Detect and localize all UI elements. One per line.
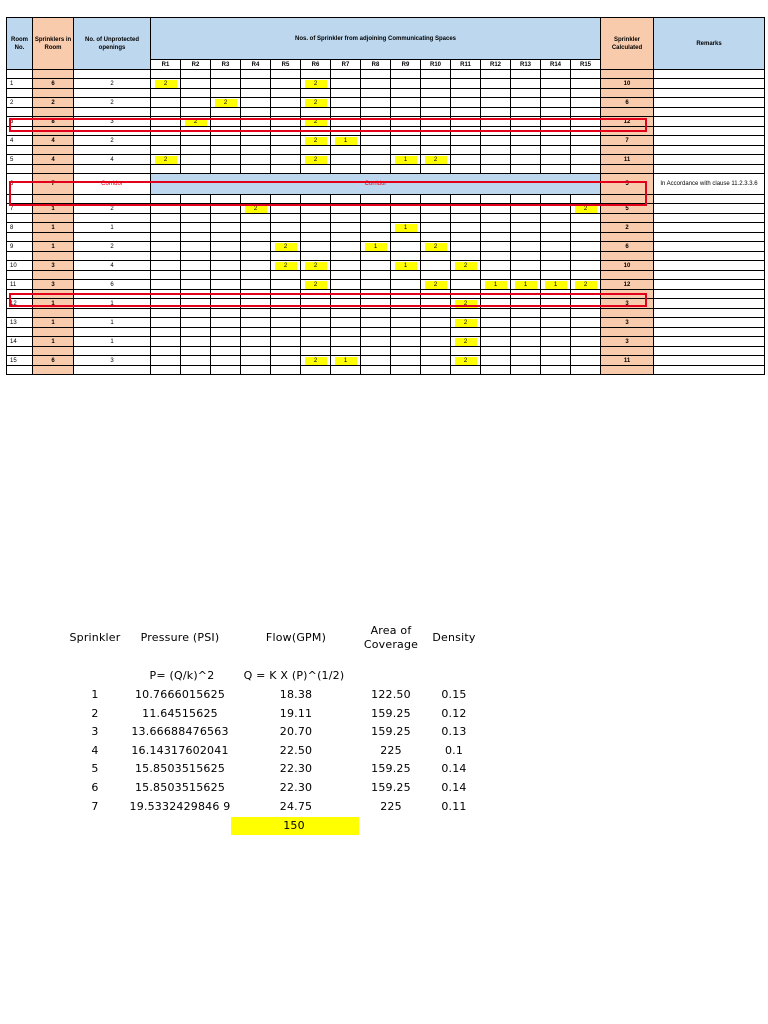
calc-sprinkler-value: 7 <box>91 800 99 813</box>
unprotected-openings-cell: 3 <box>74 117 151 127</box>
sprinkler-calculated-cell: 3 <box>601 337 654 347</box>
unprotected-openings-cell: 1 <box>74 299 151 309</box>
unprotected-openings-cell: 2 <box>74 98 151 108</box>
header-r-col: R12 <box>481 60 511 70</box>
room-no-cell: 4 <box>7 136 33 146</box>
sprinklers-in-room-cell: 1 <box>33 242 74 252</box>
calc-sprinkler-value: 3 <box>91 725 99 738</box>
calc-density-value: 0.14 <box>441 781 467 794</box>
unprotected-openings-cell: 6 <box>74 280 151 290</box>
sprinklers-in-room-cell: 2 <box>33 98 74 108</box>
adjoining-value: 2 <box>305 80 327 88</box>
calc-pressure-value: 16.14317602041 <box>131 744 229 757</box>
calc-header-sprinkler: Sprinkler <box>69 631 121 644</box>
sprinkler-calculated-cell: 6 <box>601 242 654 252</box>
sprinklers-in-room-cell: 3 <box>33 261 74 271</box>
calc-density-value: 0.11 <box>441 800 467 813</box>
adjoining-value: 2 <box>305 99 327 107</box>
adjoining-value: 2 <box>305 262 327 270</box>
adjoining-value: 2 <box>575 205 597 213</box>
calc-flow-value: 22.30 <box>279 762 313 775</box>
adjoining-value: 2 <box>275 262 297 270</box>
room-no-cell: 2 <box>7 98 33 108</box>
header-r-col: R9 <box>391 60 421 70</box>
adjoining-value: 2 <box>305 118 327 126</box>
calc-density-value: 0.15 <box>441 688 467 701</box>
calc-area-value: 225 <box>380 744 402 757</box>
adjoining-value: 2 <box>425 281 447 289</box>
calc-flow-value: 22.50 <box>279 744 313 757</box>
adjoining-value: 1 <box>395 156 417 164</box>
calc-pressure-value: 10.7666015625 <box>134 688 226 701</box>
sprinklers-in-room-cell: 6 <box>33 79 74 89</box>
calc-density-value: 0.1 <box>444 744 464 757</box>
header-unprotected-openings: No. of Unprotected openings <box>74 18 151 70</box>
adjoining-value: 2 <box>185 118 207 126</box>
header-r-col: R14 <box>541 60 571 70</box>
calc-header-pressure: Pressure (PSI) <box>140 631 220 644</box>
sprinkler-calculated-cell: 11 <box>601 155 654 165</box>
sprinklers-in-room-cell: 6 <box>33 356 74 366</box>
header-r-col: R4 <box>241 60 271 70</box>
sprinklers-in-room-cell: 4 <box>33 155 74 165</box>
adjoining-value: 1 <box>515 281 537 289</box>
calc-flow-value: 18.38 <box>279 688 313 701</box>
room-no-cell: 5 <box>7 155 33 165</box>
calc-header-flow: Flow(GPM) <box>265 631 327 644</box>
adjoining-value: 2 <box>305 357 327 365</box>
unprotected-openings-cell: 1 <box>74 337 151 347</box>
room-no-cell: 11 <box>7 280 33 290</box>
header-r-col: R7 <box>331 60 361 70</box>
calc-pressure-value: 11.64515625 <box>142 707 218 720</box>
calc-flow-value: 22.30 <box>279 781 313 794</box>
calc-density-value: 0.13 <box>441 725 467 738</box>
sprinkler-calculated-cell: 12 <box>601 117 654 127</box>
room-no-cell: 14 <box>7 337 33 347</box>
adjoining-value: 2 <box>455 300 477 308</box>
header-r-col: R1 <box>151 60 181 70</box>
calc-sprinkler-value: 6 <box>91 781 99 794</box>
sprinklers-in-room-cell: 7 <box>33 174 74 195</box>
room-no-cell: 3 <box>7 117 33 127</box>
adjoining-value: 2 <box>155 156 177 164</box>
total-flow-value: 150 <box>283 819 305 832</box>
calc-area-value: 159.25 <box>371 725 411 738</box>
calc-header-area-line2: Coverage <box>363 638 419 651</box>
header-adjoining: Nos. of Sprinkler from adjoining Communicating Spaces <box>151 18 601 60</box>
adjoining-value: 1 <box>335 137 357 145</box>
unprotected-openings-cell: Corridor <box>74 174 151 195</box>
sprinkler-calculated-cell: 7 <box>601 136 654 146</box>
calc-area-value: 159.25 <box>371 762 411 775</box>
adjoining-value: 2 <box>305 281 327 289</box>
header-r-col: R5 <box>271 60 301 70</box>
adjoining-value: 1 <box>485 281 507 289</box>
sprinkler-calculated-cell: 6 <box>601 98 654 108</box>
room-no-cell: 6 <box>7 174 33 195</box>
sprinklers-in-room-cell: 1 <box>33 299 74 309</box>
sprinklers-in-room-cell: 4 <box>33 136 74 146</box>
adjoining-value: 2 <box>455 262 477 270</box>
unprotected-openings-cell: 2 <box>74 136 151 146</box>
sprinkler-calculated-cell: 10 <box>601 261 654 271</box>
calc-flow-value: 24.75 <box>279 800 313 813</box>
adjoining-value: 2 <box>455 357 477 365</box>
sprinklers-in-room-cell: 1 <box>33 204 74 214</box>
sprinkler-calculated-cell: 2 <box>601 223 654 233</box>
unprotected-openings-cell: 1 <box>74 223 151 233</box>
sprinklers-in-room-cell: 8 <box>33 117 74 127</box>
room-no-cell: 10 <box>7 261 33 271</box>
sprinklers-in-room-cell: 3 <box>33 280 74 290</box>
sprinkler-calculated-cell: 11 <box>601 356 654 366</box>
calc-sprinkler-value: 2 <box>91 707 99 720</box>
adjoining-value: 1 <box>365 243 387 251</box>
room-no-cell: 15 <box>7 356 33 366</box>
room-no-cell: 8 <box>7 223 33 233</box>
calc-pressure-value: 15.8503515625 <box>134 781 226 794</box>
adjoining-value: 1 <box>395 262 417 270</box>
unprotected-openings-cell: 2 <box>74 79 151 89</box>
header-sprinklers-in-room: Sprinklers in Room <box>33 18 74 70</box>
sprinkler-calculated-cell: 5 <box>601 204 654 214</box>
room-no-cell: 7 <box>7 204 33 214</box>
adjoining-value: 1 <box>545 281 567 289</box>
adjoining-value: 2 <box>455 319 477 327</box>
room-no-cell: 1 <box>7 79 33 89</box>
adjoining-value: 2 <box>575 281 597 289</box>
adjoining-value: 2 <box>425 156 447 164</box>
unprotected-openings-cell: 4 <box>74 261 151 271</box>
calc-pressure-value: 19.5332429846 9 <box>129 800 231 813</box>
header-r-col: R15 <box>571 60 601 70</box>
calc-header-area-line1: Area of <box>370 624 412 637</box>
unprotected-openings-cell: 1 <box>74 318 151 328</box>
header-r-col: R13 <box>511 60 541 70</box>
calc-pressure-value: 15.8503515625 <box>134 762 226 775</box>
room-no-cell: 13 <box>7 318 33 328</box>
header-r-col: R3 <box>211 60 241 70</box>
header-r-col: R6 <box>301 60 331 70</box>
header-sprinkler-calculated: Sprinkler Calculated <box>601 18 654 70</box>
header-room-no: Room No. <box>7 18 33 70</box>
sprinkler-calculated-cell: 5 <box>601 174 654 195</box>
unprotected-openings-cell: 3 <box>74 356 151 366</box>
unprotected-openings-cell: 2 <box>74 242 151 252</box>
sprinklers-in-room-cell: 1 <box>33 318 74 328</box>
corridor-span-cell: Corridor <box>151 174 601 195</box>
room-no-cell: 12 <box>7 299 33 309</box>
sprinkler-calculated-cell: 3 <box>601 299 654 309</box>
calc-area-value: 122.50 <box>371 688 411 701</box>
header-r-col: R10 <box>421 60 451 70</box>
calc-flow-value: 19.11 <box>279 707 313 720</box>
sprinkler-calculated-cell: 3 <box>601 318 654 328</box>
adjoining-value: 2 <box>305 156 327 164</box>
sprinklers-in-room-cell: 1 <box>33 223 74 233</box>
room-no-cell: 9 <box>7 242 33 252</box>
adjoining-value: 1 <box>395 224 417 232</box>
remarks-cell: In Accordance with clause 11.2.3.3.6 <box>654 174 765 195</box>
sprinkler-calculated-cell: 12 <box>601 280 654 290</box>
calc-area-value: 225 <box>380 800 402 813</box>
sprinklers-in-room-cell: 1 <box>33 337 74 347</box>
adjoining-value: 2 <box>425 243 447 251</box>
header-remarks: Remarks <box>654 18 765 70</box>
calc-sprinkler-value: 4 <box>91 744 99 757</box>
header-r-col: R2 <box>181 60 211 70</box>
flow-formula: Q = K X (P)^(1/2) <box>243 669 345 682</box>
unprotected-openings-cell: 2 <box>74 204 151 214</box>
adjoining-value: 2 <box>155 80 177 88</box>
adjoining-value: 2 <box>275 243 297 251</box>
adjoining-value: 2 <box>455 338 477 346</box>
adjoining-value: 2 <box>215 99 237 107</box>
pressure-formula: P= (Q/k)^2 <box>149 669 215 682</box>
calc-density-value: 0.14 <box>441 762 467 775</box>
header-r-col: R8 <box>361 60 391 70</box>
calc-flow-value: 20.70 <box>279 725 313 738</box>
calc-header-density: Density <box>432 631 476 644</box>
calc-sprinkler-value: 5 <box>91 762 99 775</box>
adjoining-value: 1 <box>335 357 357 365</box>
calc-area-value: 159.25 <box>371 707 411 720</box>
header-r-col: R11 <box>451 60 481 70</box>
unprotected-openings-cell: 4 <box>74 155 151 165</box>
adjoining-value: 2 <box>305 137 327 145</box>
calc-sprinkler-value: 1 <box>91 688 99 701</box>
calc-density-value: 0.12 <box>441 707 467 720</box>
adjoining-value: 2 <box>245 205 267 213</box>
calc-area-value: 159.25 <box>371 781 411 794</box>
sprinkler-calculated-cell: 10 <box>601 79 654 89</box>
calc-pressure-value: 13.66688476563 <box>131 725 229 738</box>
